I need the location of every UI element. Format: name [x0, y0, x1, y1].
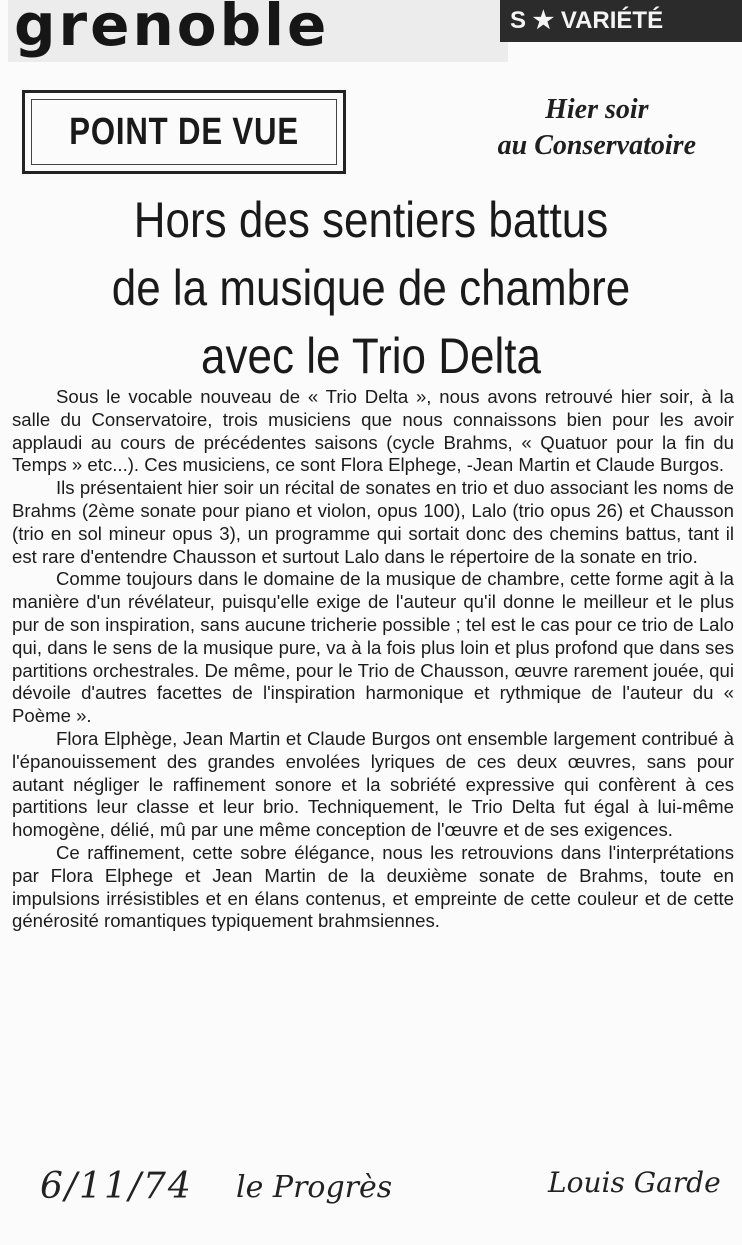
article-paragraph: Sous le vocable nouveau de « Trio Delta », nous avons retrouvé hier soir, à la salle du Conservatoire, trois musiciens que nous connaissons bien pour les avoir applaudi au cours de précédentes saisons (cycle Brahms, « Quatuor pour la fin du Temps » etc...). Ces musiciens, ce sont Flora Elphege, -Jean Martin et Claude Burgos. [12, 386, 734, 476]
masthead [0, 0, 742, 62]
article-paragraph: Ils présentaient hier soir un récital de sonates en trio et duo associant les noms de Brahms (2ème sonate pour piano et violon, opus 100), Lalo (trio opus 26) et Chausson (trio en sol mineur opus 3), un programme qui sortait donc des chemins battus, tant il est rare d'entendre Chausson et surtout Lalo dans le répertoire de la sonate en trio. [12, 477, 734, 567]
headline-line-1: Hors des sentiers battus [133, 192, 609, 248]
article-paragraph: Ce raffinement, cette sobre élégance, nous les retrouvions dans l'interprétations par Flora Elphege et Jean Martin de la deuxième sonate de Brahms, toute en impulsions irrésistibles et en élans contenus, et empreinte de cette couleur et de cette générosité romantiques typiquement brahmsiennes. [12, 841, 734, 932]
section-label: S ★ VARIÉTÉ [510, 7, 664, 34]
headline-line-2: de la musique de chambre [111, 260, 631, 316]
kicker-box [22, 90, 346, 174]
article-paragraph: Comme toujours dans le domaine de la musique de chambre, cette forme agit à la manière d'un révélateur, puisqu'elle exige de l'auteur qu'il donne le meilleur et le plus pur de son inspiration, sans aucune tricherie possible ; tel est le cas pour ce trio de Lalo qui, dans le sens de la musique pure, va à la fois plus loin et plus profond que dans ses partitions orchestrales. De même, pour le Trio de Chausson, œuvre rarement jouée, qui dévoile d'autres facettes de l'inspiration harmonique et rythmique de l'auteur du « Poème ». [12, 568, 734, 727]
author-signature: Louis Garde [548, 1166, 721, 1199]
article-body [12, 386, 734, 933]
headline [0, 186, 742, 390]
subhead-line-2: au Conservatoire [497, 130, 696, 161]
subheadline [498, 92, 696, 164]
headline-line-3: avec le Trio Delta [201, 328, 541, 384]
kicker-label: POINT DE VUE [69, 110, 299, 153]
article-paragraph: Flora Elphège, Jean Martin et Claude Burgos ont ensemble largement contribué à l'épanouissement des grandes envolées lyriques de ces deux œuvres, sans pour autant négliger le raffinement sonore et la sobriété expressive qui confèrent à ces partitions leur classe et leur brio. Techniquement, le Trio Delta fut égal à lui-même homogène, délié, mû par une même conception de l'œuvre et de ses exigences. [12, 727, 734, 841]
handwritten-date: 6/11/74 [40, 1166, 193, 1207]
masthead-title: grenoble [14, 0, 330, 59]
subhead-line-1: Hier soir [545, 94, 649, 125]
handwritten-publication: le Progrès [236, 1170, 393, 1205]
